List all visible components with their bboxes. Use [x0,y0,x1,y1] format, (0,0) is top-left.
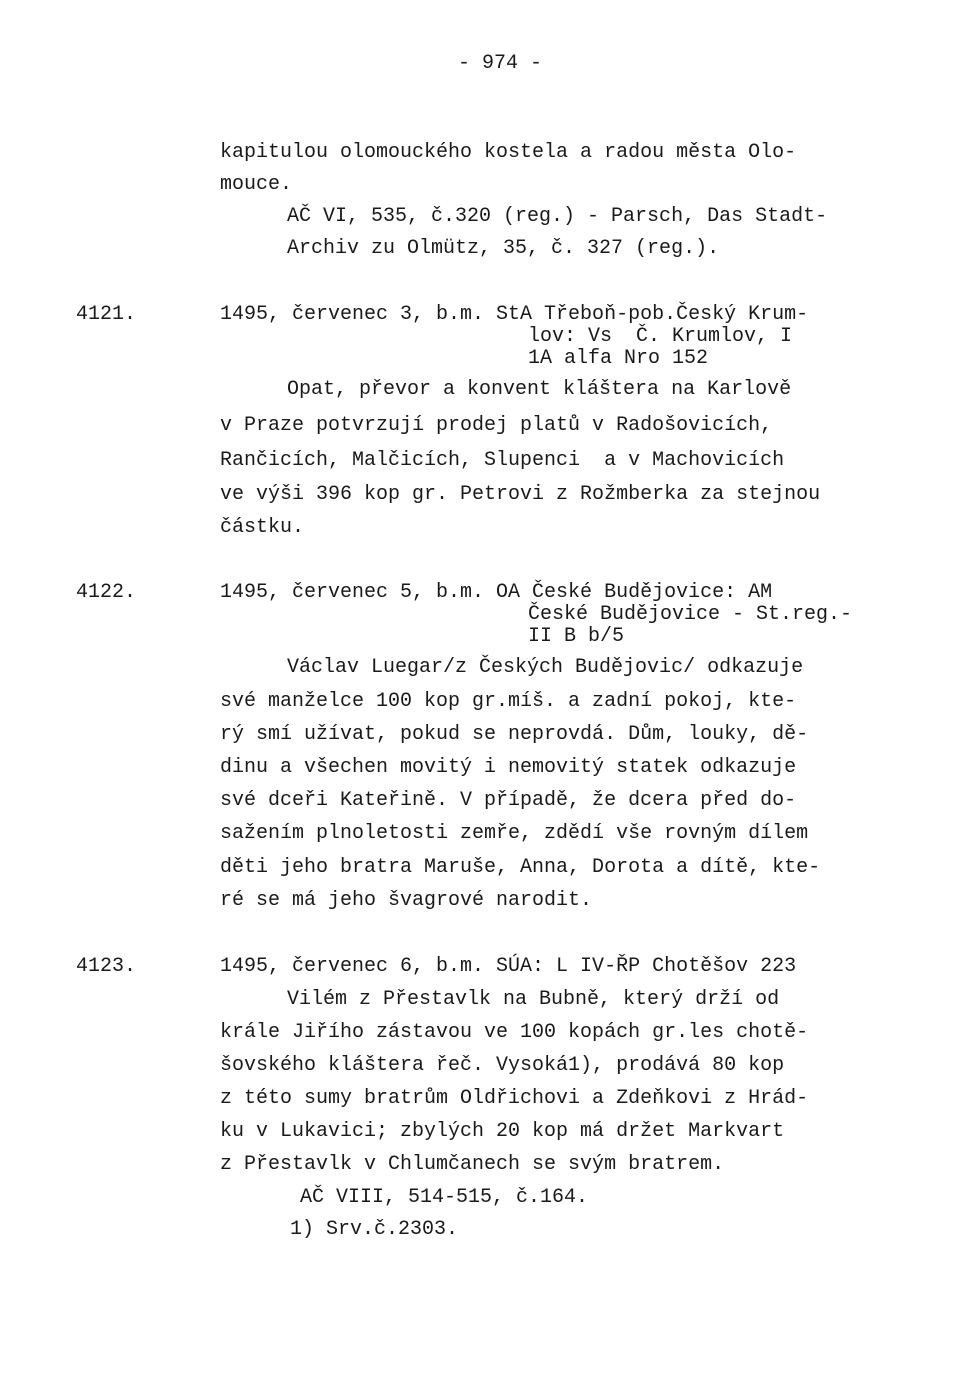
intro-line: mouce. [220,173,293,196]
entry-header: lov: Vs Č. Krumlov, I [528,325,793,348]
entry-body-line: sažením plnoletosti zemře, zdědí vše rovným dílem [220,822,809,845]
entry-body-line: Vilém z Přestavlk na Bubně, který drží od [287,988,780,1011]
entry-number: 4123. [76,955,137,978]
entry-body-line: ku v Lukavici; zbylých 20 kop má držet Markvart [220,1120,785,1143]
entry-body-line: ve výši 396 kop gr. Petrovi z Rožmberka za stejnou [220,483,821,506]
entry-body-line: své manželce 100 kop gr.míš. a zadní pokoj, kte- [220,690,797,713]
entry-number: 4122. [76,581,137,604]
entry-body-line: z Přestavlk v Chlumčanech se svým bratrem. [220,1153,725,1176]
entry-header: 1495, červenec 5, b.m. OA České Budějovice: AM [220,581,773,604]
entry-body-line: ré se má jeho švagrové narodit. [220,889,593,912]
entry-number: 4121. [76,303,137,326]
intro-line: kapitulou olomouckého kostela a radou města Olo- [220,141,797,164]
page-number: - 974 - [458,52,543,75]
entry-body-line: rý smí užívat, pokud se neprovdá. Dům, louky, dě- [220,723,809,746]
intro-citation: AČ VI, 535, č.320 (reg.) - Parsch, Das Stadt- [287,205,828,228]
entry-body-line: děti jeho bratra Maruše, Anna, Dorota a dítě, kte- [220,856,821,879]
entry-citation: AČ VIII, 514-515, č.164. [300,1186,589,1209]
entry-body-line: částku. [220,516,305,539]
footnote: 1) Srv.č.2303. [290,1218,459,1241]
entry-header: II B b/5 [528,625,625,648]
entry-body-line: Opat, převor a konvent kláštera na Karlově [287,378,792,401]
entry-header: 1495, červenec 6, b.m. SÚA: L IV-ŘP Chotěšov 223 [220,955,797,978]
intro-citation: Archiv zu Olmütz, 35, č. 327 (reg.). [287,237,720,260]
entry-header: 1A alfa Nro 152 [528,347,709,370]
entry-body-line: dinu a všechen movitý i nemovitý statek odkazuje [220,756,797,779]
entry-header: České Budějovice - St.reg.- [528,603,853,626]
entry-body-line: šovského kláštera řeč. Vysoká1), prodává 80 kop [220,1054,785,1077]
entry-body-line: své dceři Kateřině. V případě, že dcera před do- [220,789,797,812]
entry-body-line: Rančicích, Malčicích, Slupenci a v Machovicích [220,449,785,472]
entry-body-line: Václav Luegar/z Českých Budějovic/ odkazuje [287,656,804,679]
entry-body-line: v Praze potvrzují prodej platů v Radošovicích, [220,414,773,437]
entry-header: 1495, červenec 3, b.m. StA Třeboň-pob.Český Krum- [220,303,809,326]
entry-body-line: krále Jiřího zástavou ve 100 kopách gr.les chotě- [220,1021,809,1044]
entry-body-line: z této sumy bratrům Oldřichovi a Zdeňkovi z Hrád- [220,1087,809,1110]
